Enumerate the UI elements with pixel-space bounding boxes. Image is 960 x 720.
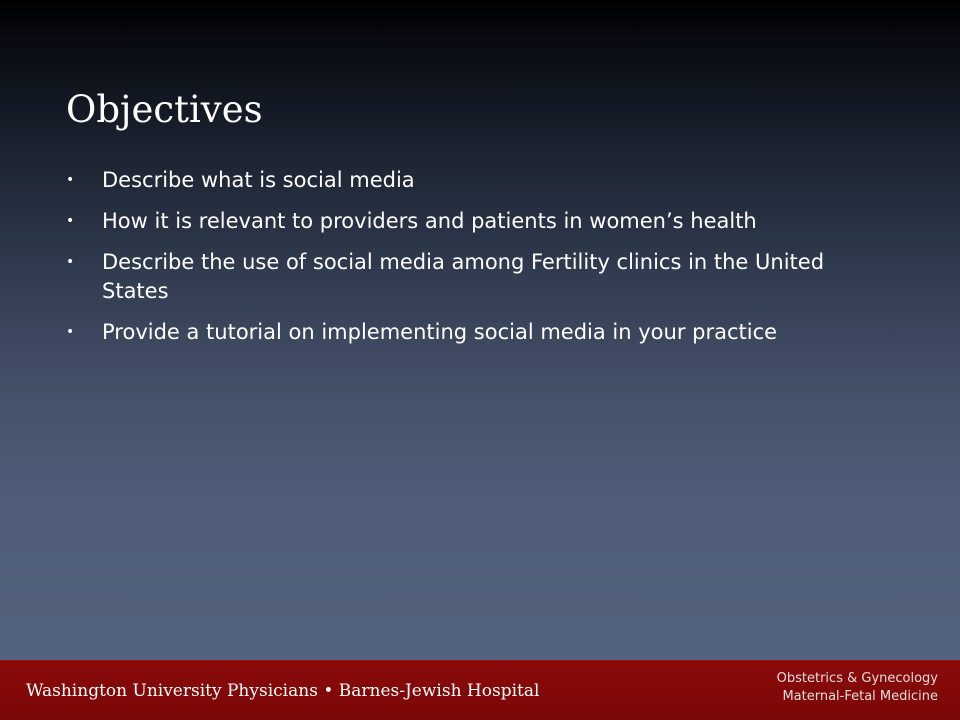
department-name bbox=[777, 670, 938, 706]
bullet-text: Provide a tutorial on implementing social media in your practice bbox=[102, 320, 778, 344]
bullet-text: Describe what is social media bbox=[102, 168, 415, 192]
footer-band bbox=[0, 660, 960, 720]
bullet-icon: • bbox=[66, 254, 75, 270]
institution-name: Washington University Physicians • Barnes-Jewish Hospital bbox=[26, 681, 540, 701]
bullet-text: How it is relevant to providers and patients in women’s health bbox=[102, 209, 757, 233]
objectives-list bbox=[66, 166, 886, 359]
list-item bbox=[66, 248, 886, 306]
bullet-icon: • bbox=[66, 213, 75, 229]
department-line-2: Maternal-Fetal Medicine bbox=[782, 689, 938, 704]
slide-title: Objectives bbox=[66, 88, 263, 131]
bullet-icon: • bbox=[66, 324, 75, 340]
bullet-text: Describe the use of social media among Fertility clinics in the United States bbox=[102, 250, 825, 303]
department-line-1: Obstetrics & Gynecology bbox=[776, 671, 938, 686]
list-item bbox=[66, 207, 886, 236]
list-item bbox=[66, 318, 886, 347]
list-item bbox=[66, 166, 886, 195]
bullet-icon: • bbox=[66, 172, 75, 188]
